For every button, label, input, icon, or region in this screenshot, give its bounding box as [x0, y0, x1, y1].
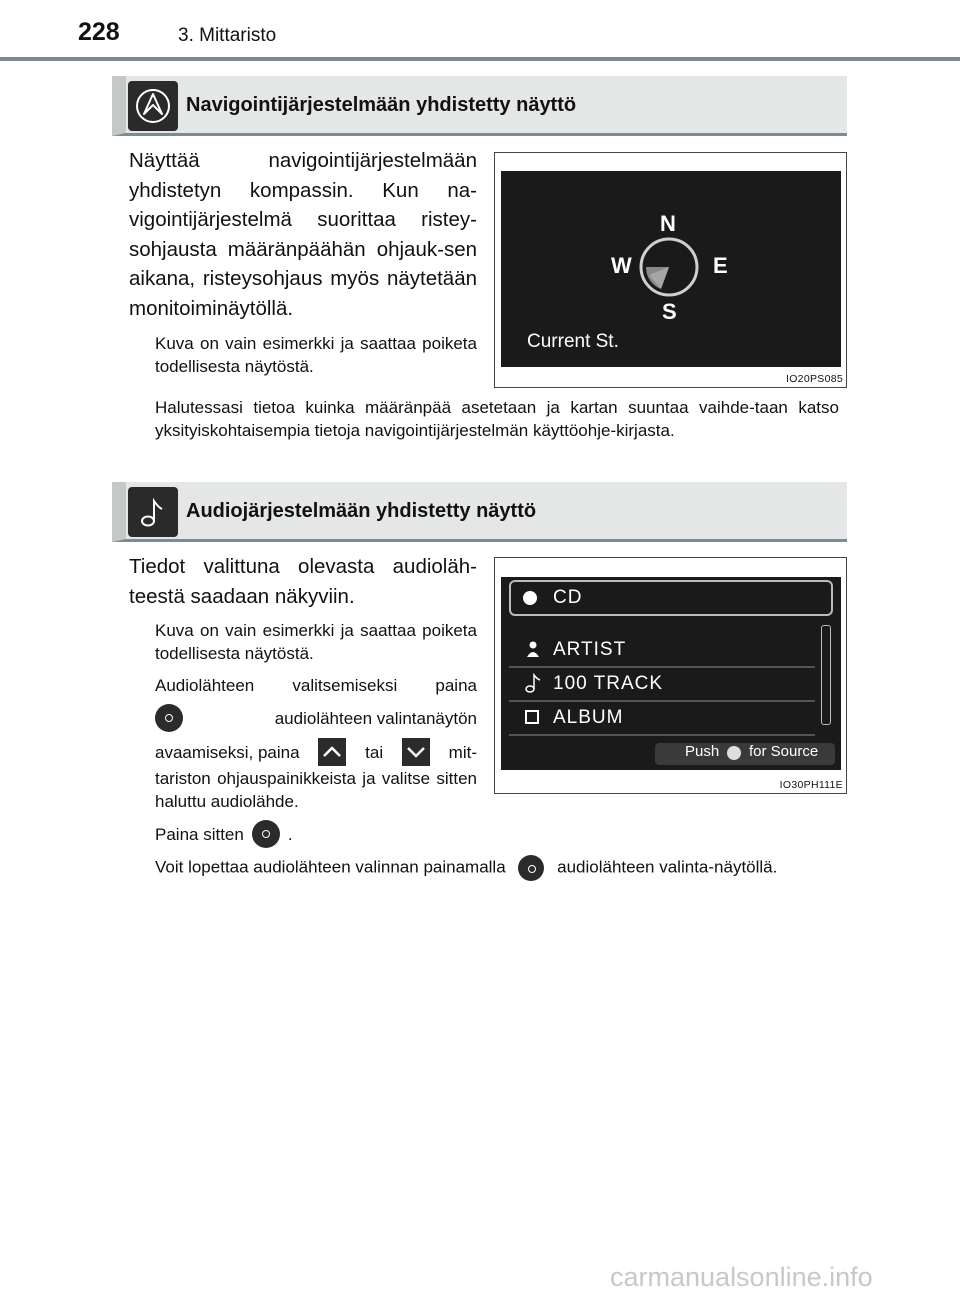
note-text: . [287, 824, 293, 844]
chapter-title: 3. Mittaristo [178, 25, 277, 46]
page-number: 228 [78, 18, 120, 46]
audio-note-2-line-4: tariston ohjauspainikkeista ja valitse sitten haluttu audiolähde. [155, 769, 477, 811]
compass-south: S [662, 299, 677, 324]
down-arrow-icon [402, 738, 430, 766]
header-rule [0, 57, 960, 61]
nav-note-1: Kuva on vain esimerkki ja saattaa poiketa todellisesta näytöstä. [155, 334, 477, 376]
audio-body-text: Tiedot valittuna olevasta audioläh-teestä saadaan näkyviin. [129, 555, 477, 608]
compass-figure [494, 152, 847, 388]
divider [509, 734, 815, 736]
disc-icon [523, 591, 537, 605]
back-button-icon [518, 855, 544, 881]
audio-note-2-line-2 [155, 704, 477, 732]
scrollbar[interactable] [821, 625, 831, 725]
audio-list-item: ALBUM [553, 707, 624, 728]
compass-west: W [611, 253, 632, 278]
current-street-label: Current St. [527, 331, 619, 352]
audio-list-item: ARTIST [553, 639, 627, 660]
for-source-label: for Source [749, 743, 819, 760]
compass-north: N [660, 211, 676, 236]
note-text: Audiolähteen valitsemiseksi paina [155, 676, 477, 695]
compass-east: E [713, 253, 728, 278]
audio-note-2-line-3 [155, 738, 477, 766]
note-text: audiolähteen valinta-näytöllä. [557, 857, 778, 877]
audio-figure [494, 557, 847, 794]
person-icon [527, 641, 537, 655]
nav-note-2: Halutessasi tietoa kuinka määränpää asetetaan ja kartan suuntaa vaihde-taan katso yksityiskohtaisempia tietoja navigointijärjestelmän käyttöohje-kirjasta. [155, 398, 839, 440]
audio-note-2-line-1 [155, 674, 477, 697]
divider [509, 666, 815, 668]
audio-note-1: Kuva on vain esimerkki ja saattaa poiketa todellisesta näytöstä. [155, 621, 477, 663]
source-label: CD [553, 587, 583, 608]
audio-section-title: Audiojärjestelmään yhdistetty näyttö [186, 500, 537, 522]
nav-body-text: Näyttää navigointijärjestelmään yhdistetyn kompassin. Kun na-vigointijärjestelmä suorittaa ristey-sohjausta määränpäähän ohjauk-sen aikana, risteysohjaus myös näytetään monitoiminäytöllä. [129, 149, 477, 320]
music-note-icon [128, 487, 178, 537]
note-text: Paina sitten [155, 824, 244, 844]
push-label: Push [685, 743, 720, 760]
divider [509, 700, 815, 702]
audio-list-item: 100 TRACK [553, 673, 664, 694]
audio-note-3 [155, 820, 477, 848]
audio-section-header [112, 482, 847, 542]
note-text: avaamiseksi, paina [155, 742, 300, 762]
watermark: carmanualsonline.info [610, 1262, 873, 1292]
figure-id: IO30PH111E [779, 779, 843, 791]
note-text: mit- [448, 742, 477, 762]
figure-id: IO20PS085 [786, 373, 843, 385]
nav-section-title: Navigointijärjestelmään yhdistetty näyttö [186, 94, 577, 116]
note-text: tai [365, 742, 384, 762]
nav-section-header [112, 76, 847, 136]
enter-button-icon [252, 820, 280, 848]
note-text: audiolähteen valintanäytön [274, 708, 477, 728]
navigation-arrow-icon [128, 81, 178, 131]
up-arrow-icon [318, 738, 346, 766]
audio-screen [501, 577, 841, 770]
enter-button-icon [727, 746, 741, 760]
music-note-icon [525, 673, 541, 698]
compass-screen [501, 171, 841, 367]
audio-note-4 [155, 855, 839, 881]
enter-button-icon [155, 704, 183, 732]
note-text: Voit lopettaa audiolähteen valinnan painamalla [155, 857, 506, 877]
album-icon [525, 710, 539, 724]
